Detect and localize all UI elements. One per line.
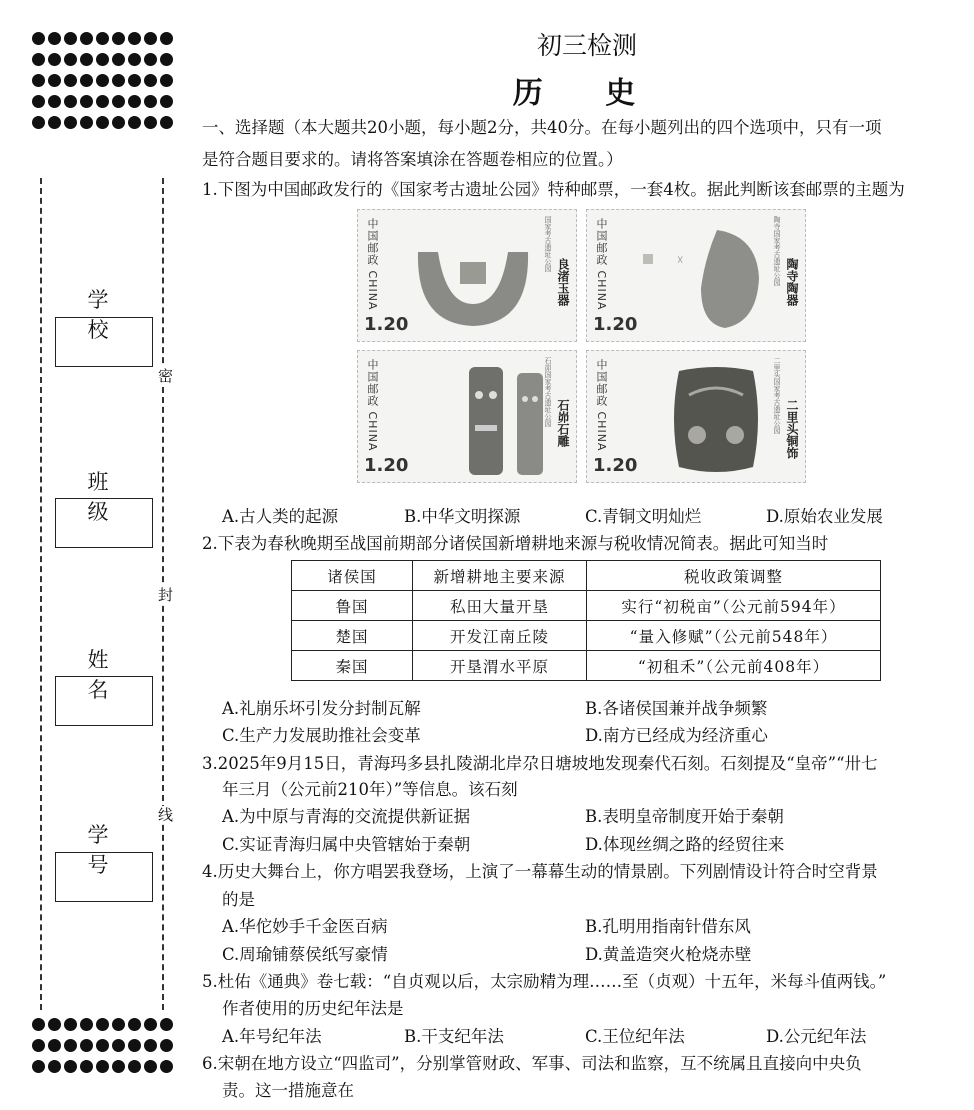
q1-option-d[interactable]: D.原始农业发展 — [766, 507, 883, 526]
table-cell: 秦国 — [292, 651, 413, 681]
q3-option-a[interactable]: A.为中原与青海的交流提供新证据 — [222, 807, 471, 826]
stamp-set-image — [357, 205, 808, 483]
q5-stem-line1: 5.杜佑《通典》卷七载：“自贞观以后，太宗励精为理……至（贞观）十五年，米每斗值两钱。” — [202, 972, 887, 991]
table-row — [292, 591, 881, 621]
q5-stem-line2: 作者使用的历史纪年法是 — [222, 999, 404, 1018]
q6-stem-line2: 责。这一措施意在 — [222, 1081, 354, 1100]
stamp-price: 1.20 — [364, 314, 409, 335]
name-label: 姓 名 — [87, 648, 123, 702]
table-cell: 开发江南丘陵 — [413, 621, 587, 651]
stamp-erlitou — [586, 350, 806, 483]
table-header-row — [292, 561, 881, 591]
q4-option-c[interactable]: C.周瑜铺蔡侯纸写豪情 — [222, 945, 388, 964]
q4-stem-line2: 的是 — [222, 890, 255, 909]
q4-stem-line1: 4.历史大舞台上，你方唱罢我登场，上演了一幕幕生动的情景剧。下列剧情设计符合时空背景 — [202, 862, 878, 881]
q5-option-b[interactable]: B.干支纪年法 — [404, 1027, 504, 1046]
q4-option-d[interactable]: D.黄盖造突火枪烧赤壁 — [585, 945, 752, 964]
stamp-name: 陶寺陶器 — [785, 258, 799, 306]
q2-option-b[interactable]: B.各诸侯国兼并战争频繁 — [585, 699, 768, 718]
class-label: 班 级 — [87, 470, 123, 524]
binding-dots-bottom — [32, 1018, 174, 1081]
stamp-post-label: 中国邮政 CHINA — [366, 218, 379, 311]
stamp-name: 石峁石雕 — [556, 399, 570, 447]
seal-mark-mi: 密 — [158, 367, 174, 385]
q3-option-c[interactable]: C.实证青海归属中央管辖始于秦朝 — [222, 835, 471, 854]
q4-option-b[interactable]: B.孔明用指南针借东风 — [585, 917, 751, 936]
stamp-shimao — [357, 350, 577, 483]
stamp-post-label: 中国邮政 CHINA — [595, 359, 608, 452]
seal-mark-xian: 线 — [158, 806, 174, 824]
q1-option-b[interactable]: B.中华文明探源 — [404, 507, 521, 526]
stamp-post-label: 中国邮政 CHINA — [366, 359, 379, 452]
class-input-box[interactable] — [55, 498, 153, 548]
table-cell: “初租禾”（公元前408年） — [587, 651, 881, 681]
stamp-subtitle: 二里头国家考古遗址公园 — [773, 357, 781, 434]
stamp-subtitle: 国家考古遗址公园 — [544, 216, 552, 272]
section-intro-line1: 一、选择题（本大题共20小题，每小题2分，共40分。在每小题列出的四个选项中，只有一项 — [202, 118, 882, 137]
q6-stem-line1: 6.宋朝在地方设立“四监司”，分别掌管财政、军事、司法和监察，互不统属且直接向中央负 — [202, 1054, 862, 1073]
exam-title: 初三检测 — [536, 31, 637, 60]
q1-option-a[interactable]: A.古人类的起源 — [222, 507, 339, 526]
cut-line-left — [40, 178, 42, 1010]
q3-stem-line2: 年三月（公元前210年）”等信息。该石刻 — [222, 780, 518, 799]
table-cell: 鲁国 — [292, 591, 413, 621]
table-cell: 实行“初税亩”（公元前594年） — [587, 591, 881, 621]
seal-mark-feng: 封 — [158, 586, 174, 604]
school-label: 学 校 — [87, 288, 123, 342]
q5-option-c[interactable]: C.王位纪年法 — [585, 1027, 685, 1046]
section-intro-line2: 是符合题目要求的。请将答案填涂在答题卷相应的位置。） — [202, 150, 623, 169]
student-id-input-box[interactable] — [55, 852, 153, 902]
table-cell: “量入修赋”（公元前548年） — [587, 621, 881, 651]
q2-stem: 2.下表为春秋晚期至战国前期部分诸侯国新增耕地来源与税收情况简表。据此可知当时 — [202, 534, 829, 553]
table-row — [292, 621, 881, 651]
stamp-price: 1.20 — [593, 314, 638, 335]
table-cell: 私田大量开垦 — [413, 591, 587, 621]
bronze-ornament-illustration — [617, 355, 777, 480]
q1-option-c[interactable]: C.青铜文明灿烂 — [585, 507, 702, 526]
stamp-post-label: 中国邮政 CHINA — [595, 218, 608, 311]
stamp-price: 1.20 — [593, 455, 638, 476]
stamp-name: 良渚玉器 — [556, 258, 570, 306]
school-input-box[interactable] — [55, 317, 153, 367]
q2-option-d[interactable]: D.南方已经成为经济重心 — [585, 726, 768, 745]
tax-table — [291, 560, 881, 681]
stamp-taosi — [586, 209, 806, 342]
q2-option-c[interactable]: C.生产力发展助推社会变革 — [222, 726, 421, 745]
stamp-subtitle: 陶寺国家考古遗址公园 — [773, 216, 781, 286]
student-id-label: 学 号 — [87, 823, 123, 877]
table-header: 税收政策调整 — [587, 561, 881, 591]
pottery-illustration — [617, 218, 777, 338]
q2-option-a[interactable]: A.礼崩乐坏引发分封制瓦解 — [222, 699, 421, 718]
table-header: 新增耕地主要来源 — [413, 561, 587, 591]
jade-artifact-illustration — [398, 222, 548, 332]
q3-option-d[interactable]: D.体现丝绸之路的经贸往来 — [585, 835, 785, 854]
q5-option-a[interactable]: A.年号纪年法 — [222, 1027, 322, 1046]
stamp-liangzhu — [357, 209, 577, 342]
binding-dots-top — [32, 32, 174, 137]
q3-stem-line1: 3.2025年9月15日，青海玛多县扎陵湖北岸尕日塘坡地发现秦代石刻。石刻提及“皇帝”“卅七 — [202, 754, 878, 773]
svg-text:☓: ☓ — [677, 253, 684, 267]
q4-option-a[interactable]: A.华佗妙手千金医百病 — [222, 917, 388, 936]
stamp-name: 二里头铜饰 — [785, 399, 799, 459]
stamp-subtitle: 石峁国家考古遗址公园 — [544, 357, 552, 427]
table-header: 诸侯国 — [292, 561, 413, 591]
table-row — [292, 651, 881, 681]
name-input-box[interactable] — [55, 676, 153, 726]
stone-carving-illustration — [413, 355, 543, 480]
q1-stem: 1.下图为中国邮政发行的《国家考古遗址公园》特种邮票，一套4枚。据此判断该套邮票的主题为 — [202, 180, 905, 199]
q3-option-b[interactable]: B.表明皇帝制度开始于秦朝 — [585, 807, 784, 826]
stamp-price: 1.20 — [364, 455, 409, 476]
table-cell: 楚国 — [292, 621, 413, 651]
subject-title: 历 史 — [512, 76, 662, 111]
q5-option-d[interactable]: D.公元纪年法 — [766, 1027, 867, 1046]
table-cell: 开垦渭水平原 — [413, 651, 587, 681]
